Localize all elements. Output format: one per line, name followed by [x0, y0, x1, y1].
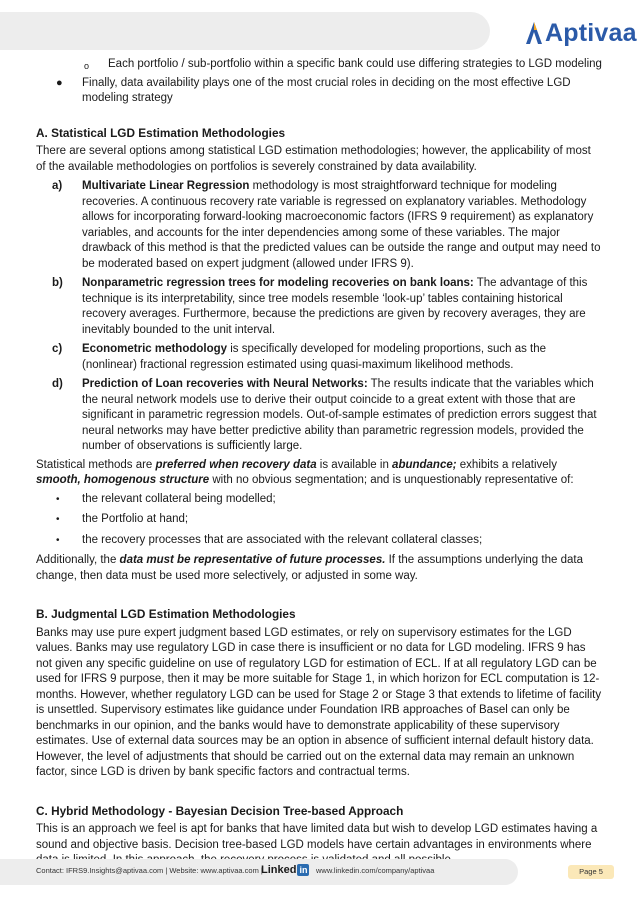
linkedin-icon[interactable] [261, 864, 309, 876]
aptivaa-logo [525, 18, 637, 48]
list-item [36, 76, 602, 107]
footer-contact: Contact: IFRS9.Insights@aptivaa.com | Website: www.aptivaa.com | [36, 866, 263, 875]
section-a-intro: There are several options among statistical LGD estimation methodologies; however, the applicability of most of the available methodologies on portfolios is severely constrained by data availability. [36, 145, 591, 173]
method-title: Nonparametric regression trees for modeling recoveries on bank loans: [82, 277, 474, 289]
method-item [36, 179, 602, 272]
bullet-icon: • [56, 493, 60, 505]
list-item-text: Each portfolio / sub-portfolio within a specific bank could use differing strategies to LGD modeling [108, 58, 602, 70]
circle-bullet-icon: o [84, 61, 90, 71]
text-run: If the assumptions underlying the data change, then data must be used more selectively, or adjusted in some way. [36, 554, 583, 582]
section-c-body: This is an approach we feel is apt for banks that have limited data but wish to develop LGD estimates having a sound and objective basis. Decision tree-based LGD models have certain advantages in environments where [36, 823, 598, 851]
bullet-icon: • [56, 534, 60, 546]
emphasis: smooth, homogenous structure [36, 474, 210, 486]
method-text: is specifically developed for modeling proportions, such as the (nonlinear) fractional regression estimated using quasi-maximum likelihood methods. [82, 343, 547, 371]
linkedin-in: in [299, 865, 308, 875]
list-item [36, 512, 602, 528]
section-a-heading: A. Statistical LGD Estimation Methodologies [36, 125, 286, 140]
item-marker: a) [52, 180, 63, 192]
list-item-text: the recovery processes that are associated with the relevant collateral classes; [82, 533, 483, 546]
section-b-heading: B. Judgmental LGD Estimation Methodologies [36, 607, 296, 621]
method-item [36, 342, 602, 373]
brand-name: Aptivaa [545, 19, 637, 47]
emphasis: abundance; [392, 458, 457, 471]
text-run: is available in [316, 458, 393, 471]
list-item [36, 533, 602, 549]
list-item [36, 57, 602, 73]
method-title: Prediction of Loan recoveries with Neural Networks: [82, 378, 368, 390]
method-title: Econometric methodology [82, 343, 228, 355]
linkedin-url-link[interactable]: www.linkedin.com/company/aptivaa [316, 866, 435, 875]
list-item-text: Finally, data availability plays one of the most crucial roles in deciding on the most effective LGD modeling strategy [82, 76, 571, 104]
list-item-text: the relevant collateral being modelled; [82, 492, 276, 505]
dot-bullet-icon: ● [56, 76, 63, 89]
method-item [36, 377, 602, 455]
text-run: Statistical methods are [36, 458, 156, 471]
header-band [0, 12, 490, 50]
statistical-methods-paragraph [36, 458, 602, 489]
item-marker: c) [52, 343, 63, 355]
method-title: Multivariate Linear Regression [82, 180, 250, 192]
method-text: The advantage of this technique is its interpretability, since tree models resemble ‘look-up’ tables containing historical recovery averages. Furthermore, because the predictions are given by recovery averages, they are inevitably bounded to the unit interval. [82, 277, 588, 336]
emphasis: preferred when recovery data [155, 458, 317, 471]
text-run: Additionally, the [36, 554, 120, 566]
method-text: methodology is most straightforward technique for modeling recoveries. A continuous recovery rate variable is regressed on explanatory variables. Methodology allows for incorporating forward-looking macroeconomic factors (IFRS 9 requirement) as explanatory variables, and accounts for the inter dependencies among some of these variables. The major drawback of this method is that the predicted values can be outside the range and output may need to be moderated based on expert judgment (allowed under IFRS 9). [82, 180, 601, 270]
text-run: with no obvious segmentation; and is unquestionably representative of: [209, 474, 574, 486]
method-item [36, 276, 602, 338]
list-item [36, 492, 602, 508]
method-text: The results indicate that the variables which the neural network models use to derive their output coincide to a great extent with those that are significant in parametric regression models. Out-of-sample estimates of prediction errors suggest that neural networks may have better predictive ability than parametric regression models, provided the number of observations is sufficiently large. [82, 378, 597, 452]
page-content [36, 53, 602, 869]
emphasis: data must be representative of future processes. [119, 554, 386, 566]
item-marker: d) [52, 378, 63, 390]
footer [0, 859, 638, 885]
text-run: exhibits a relatively [456, 458, 557, 471]
bullet-icon: • [56, 514, 60, 525]
section-b-body: Banks may use pure expert judgment based LGD estimates, or rely on supervisory estimates for the LGD values. Banks may use regulatory LGD in case there is insufficient or no data for LGD modeling. IFRS 9 has not given any specific guideline on use of regulatory LGD for estimation of ECL. If at all regulatory LGD can be used for IFRS 9 purpose, then it may be more suitable for Stage 1, in which horizon for ECL computation is 12-months. However, whether regulatory LGD can be used for Stage 2 or Stage 3 that extends to lifetime of facility is unsettled. Supervisory estimates like guidance under Foundation IRB approaches of Basel can only be benchmarks in our opinion, and the banks would have to demonstrate applicability of these supervisory estimates. Use of external data sources may be an option in absence of sufficient internal default history data. However, the level of adjustments that should be carried out on the external data may remain an unknown factor, since LGD is driven by bank specific factors and contractual terms. [36, 626, 602, 778]
page-number: Page 5 [568, 865, 614, 879]
additionally-paragraph [36, 553, 602, 584]
section-c-heading: C. Hybrid Methodology - Bayesian Decision Tree-based Approach [36, 803, 404, 818]
logo-mark-icon [525, 21, 543, 45]
list-item-text: the Portfolio at hand; [82, 513, 189, 525]
item-marker: b) [52, 277, 63, 289]
linkedin-word: Linked [261, 864, 297, 876]
